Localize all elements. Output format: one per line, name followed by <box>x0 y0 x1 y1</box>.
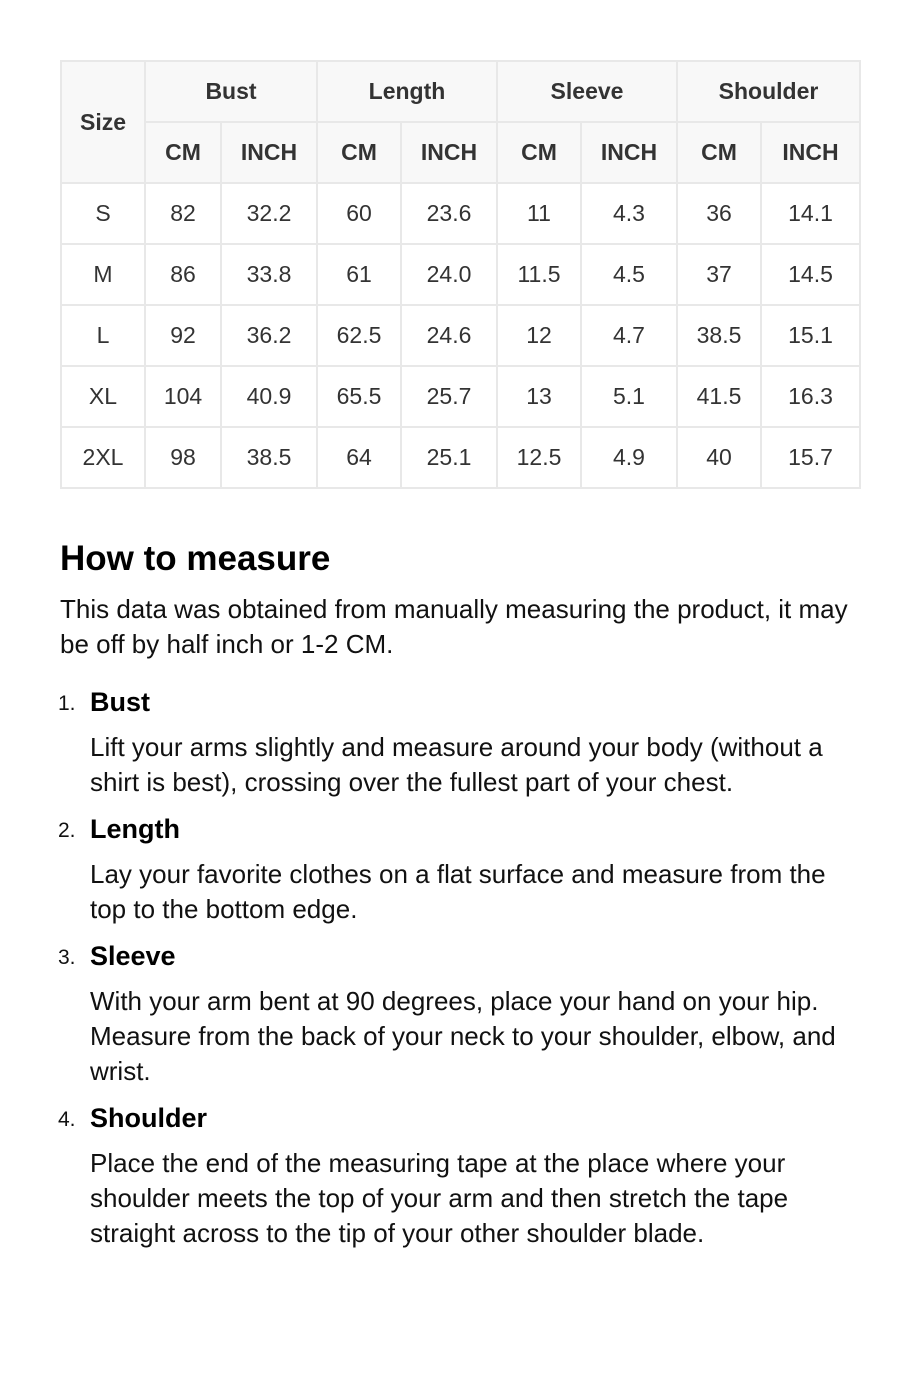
table-row <box>61 366 860 427</box>
size-chart-table <box>60 60 861 489</box>
measurement-cell: 23.6 <box>401 183 497 244</box>
measurement-cell: 37 <box>677 244 761 305</box>
table-row <box>61 427 860 488</box>
unit-header-inch: INCH <box>761 122 860 183</box>
measurement-cell: 24.0 <box>401 244 497 305</box>
measurement-cell: 5.1 <box>581 366 677 427</box>
measurement-cell: 82 <box>145 183 221 244</box>
size-label-cell: S <box>61 183 145 244</box>
measurement-cell: 15.7 <box>761 427 860 488</box>
measurement-cell: 13 <box>497 366 581 427</box>
measurement-cell: 36.2 <box>221 305 317 366</box>
measurement-cell: 11.5 <box>497 244 581 305</box>
measurement-cell: 40.9 <box>221 366 317 427</box>
unit-header-inch: INCH <box>221 122 317 183</box>
measurement-cell: 25.7 <box>401 366 497 427</box>
measurement-cell: 12 <box>497 305 581 366</box>
list-item <box>60 682 860 800</box>
measurement-cell: 12.5 <box>497 427 581 488</box>
measurement-cell: 4.5 <box>581 244 677 305</box>
group-header-shoulder: Shoulder <box>677 61 860 122</box>
list-item <box>60 936 860 1089</box>
measurement-cell: 14.1 <box>761 183 860 244</box>
measurement-cell: 11 <box>497 183 581 244</box>
measurement-cell: 61 <box>317 244 401 305</box>
step-title: Length <box>90 814 180 844</box>
measurement-cell: 16.3 <box>761 366 860 427</box>
group-header-row <box>61 61 860 122</box>
measurement-cell: 38.5 <box>677 305 761 366</box>
measurement-cell: 36 <box>677 183 761 244</box>
measurement-cell: 25.1 <box>401 427 497 488</box>
measurement-cell: 62.5 <box>317 305 401 366</box>
unit-header-cm: CM <box>497 122 581 183</box>
measurement-cell: 41.5 <box>677 366 761 427</box>
size-label-cell: 2XL <box>61 427 145 488</box>
measurement-cell: 40 <box>677 427 761 488</box>
measurement-cell: 4.9 <box>581 427 677 488</box>
unit-header-cm: CM <box>677 122 761 183</box>
measurement-cell: 86 <box>145 244 221 305</box>
measurement-cell: 32.2 <box>221 183 317 244</box>
step-description: Place the end of the measuring tape at the place where your shoulder meets the top of your arm and then stretch the tape straight across to the tip of your other shoulder blade. <box>90 1148 789 1248</box>
unit-header-inch: INCH <box>581 122 677 183</box>
measurement-cell: 92 <box>145 305 221 366</box>
table-body <box>61 183 860 488</box>
measurement-cell: 64 <box>317 427 401 488</box>
measurement-cell: 24.6 <box>401 305 497 366</box>
unit-header-cm: CM <box>145 122 221 183</box>
step-title: Bust <box>90 687 150 717</box>
measure-steps-list <box>60 682 860 1260</box>
measurement-cell: 38.5 <box>221 427 317 488</box>
table-row <box>61 183 860 244</box>
group-header-length: Length <box>317 61 497 122</box>
measurement-cell: 98 <box>145 427 221 488</box>
measurement-cell: 60 <box>317 183 401 244</box>
measurement-cell: 15.1 <box>761 305 860 366</box>
measurement-cell: 104 <box>145 366 221 427</box>
how-to-measure-title: How to measure <box>60 539 331 578</box>
unit-header-row <box>61 122 860 183</box>
size-label-cell: M <box>61 244 145 305</box>
group-header-bust: Bust <box>145 61 317 122</box>
step-title: Shoulder <box>90 1103 208 1133</box>
step-number: 4. <box>58 1108 76 1131</box>
size-column-header: Size <box>61 61 145 183</box>
group-header-sleeve: Sleeve <box>497 61 677 122</box>
list-item <box>60 1098 860 1251</box>
step-description: Lift your arms slightly and measure around your body (without a shirt is best), crossing over the fullest part of your chest. <box>90 732 823 797</box>
step-description: With your arm bent at 90 degrees, place your hand on your hip. Measure from the back of your neck to your shoulder, elbow, and wrist. <box>90 986 836 1086</box>
size-guide <box>58 60 860 1248</box>
unit-header-inch: INCH <box>401 122 497 183</box>
measurement-cell: 33.8 <box>221 244 317 305</box>
table-header <box>61 61 860 183</box>
measurement-cell: 65.5 <box>317 366 401 427</box>
step-number: 3. <box>58 946 76 969</box>
table-row <box>61 305 860 366</box>
step-description: Lay your favorite clothes on a flat surface and measure from the top to the bottom edge. <box>90 859 826 924</box>
measurement-cell: 4.3 <box>581 183 677 244</box>
measurement-cell: 4.7 <box>581 305 677 366</box>
unit-header-cm: CM <box>317 122 401 183</box>
step-number: 1. <box>58 692 76 715</box>
size-label-cell: L <box>61 305 145 366</box>
step-number: 2. <box>58 819 76 842</box>
list-item <box>60 809 860 927</box>
measure-intro-text: This data was obtained from manually measuring the product, it may be off by half inch or 1-2 CM. <box>60 594 848 659</box>
table-row <box>61 244 860 305</box>
step-title: Sleeve <box>90 941 176 971</box>
measurement-cell: 14.5 <box>761 244 860 305</box>
size-label-cell: XL <box>61 366 145 427</box>
